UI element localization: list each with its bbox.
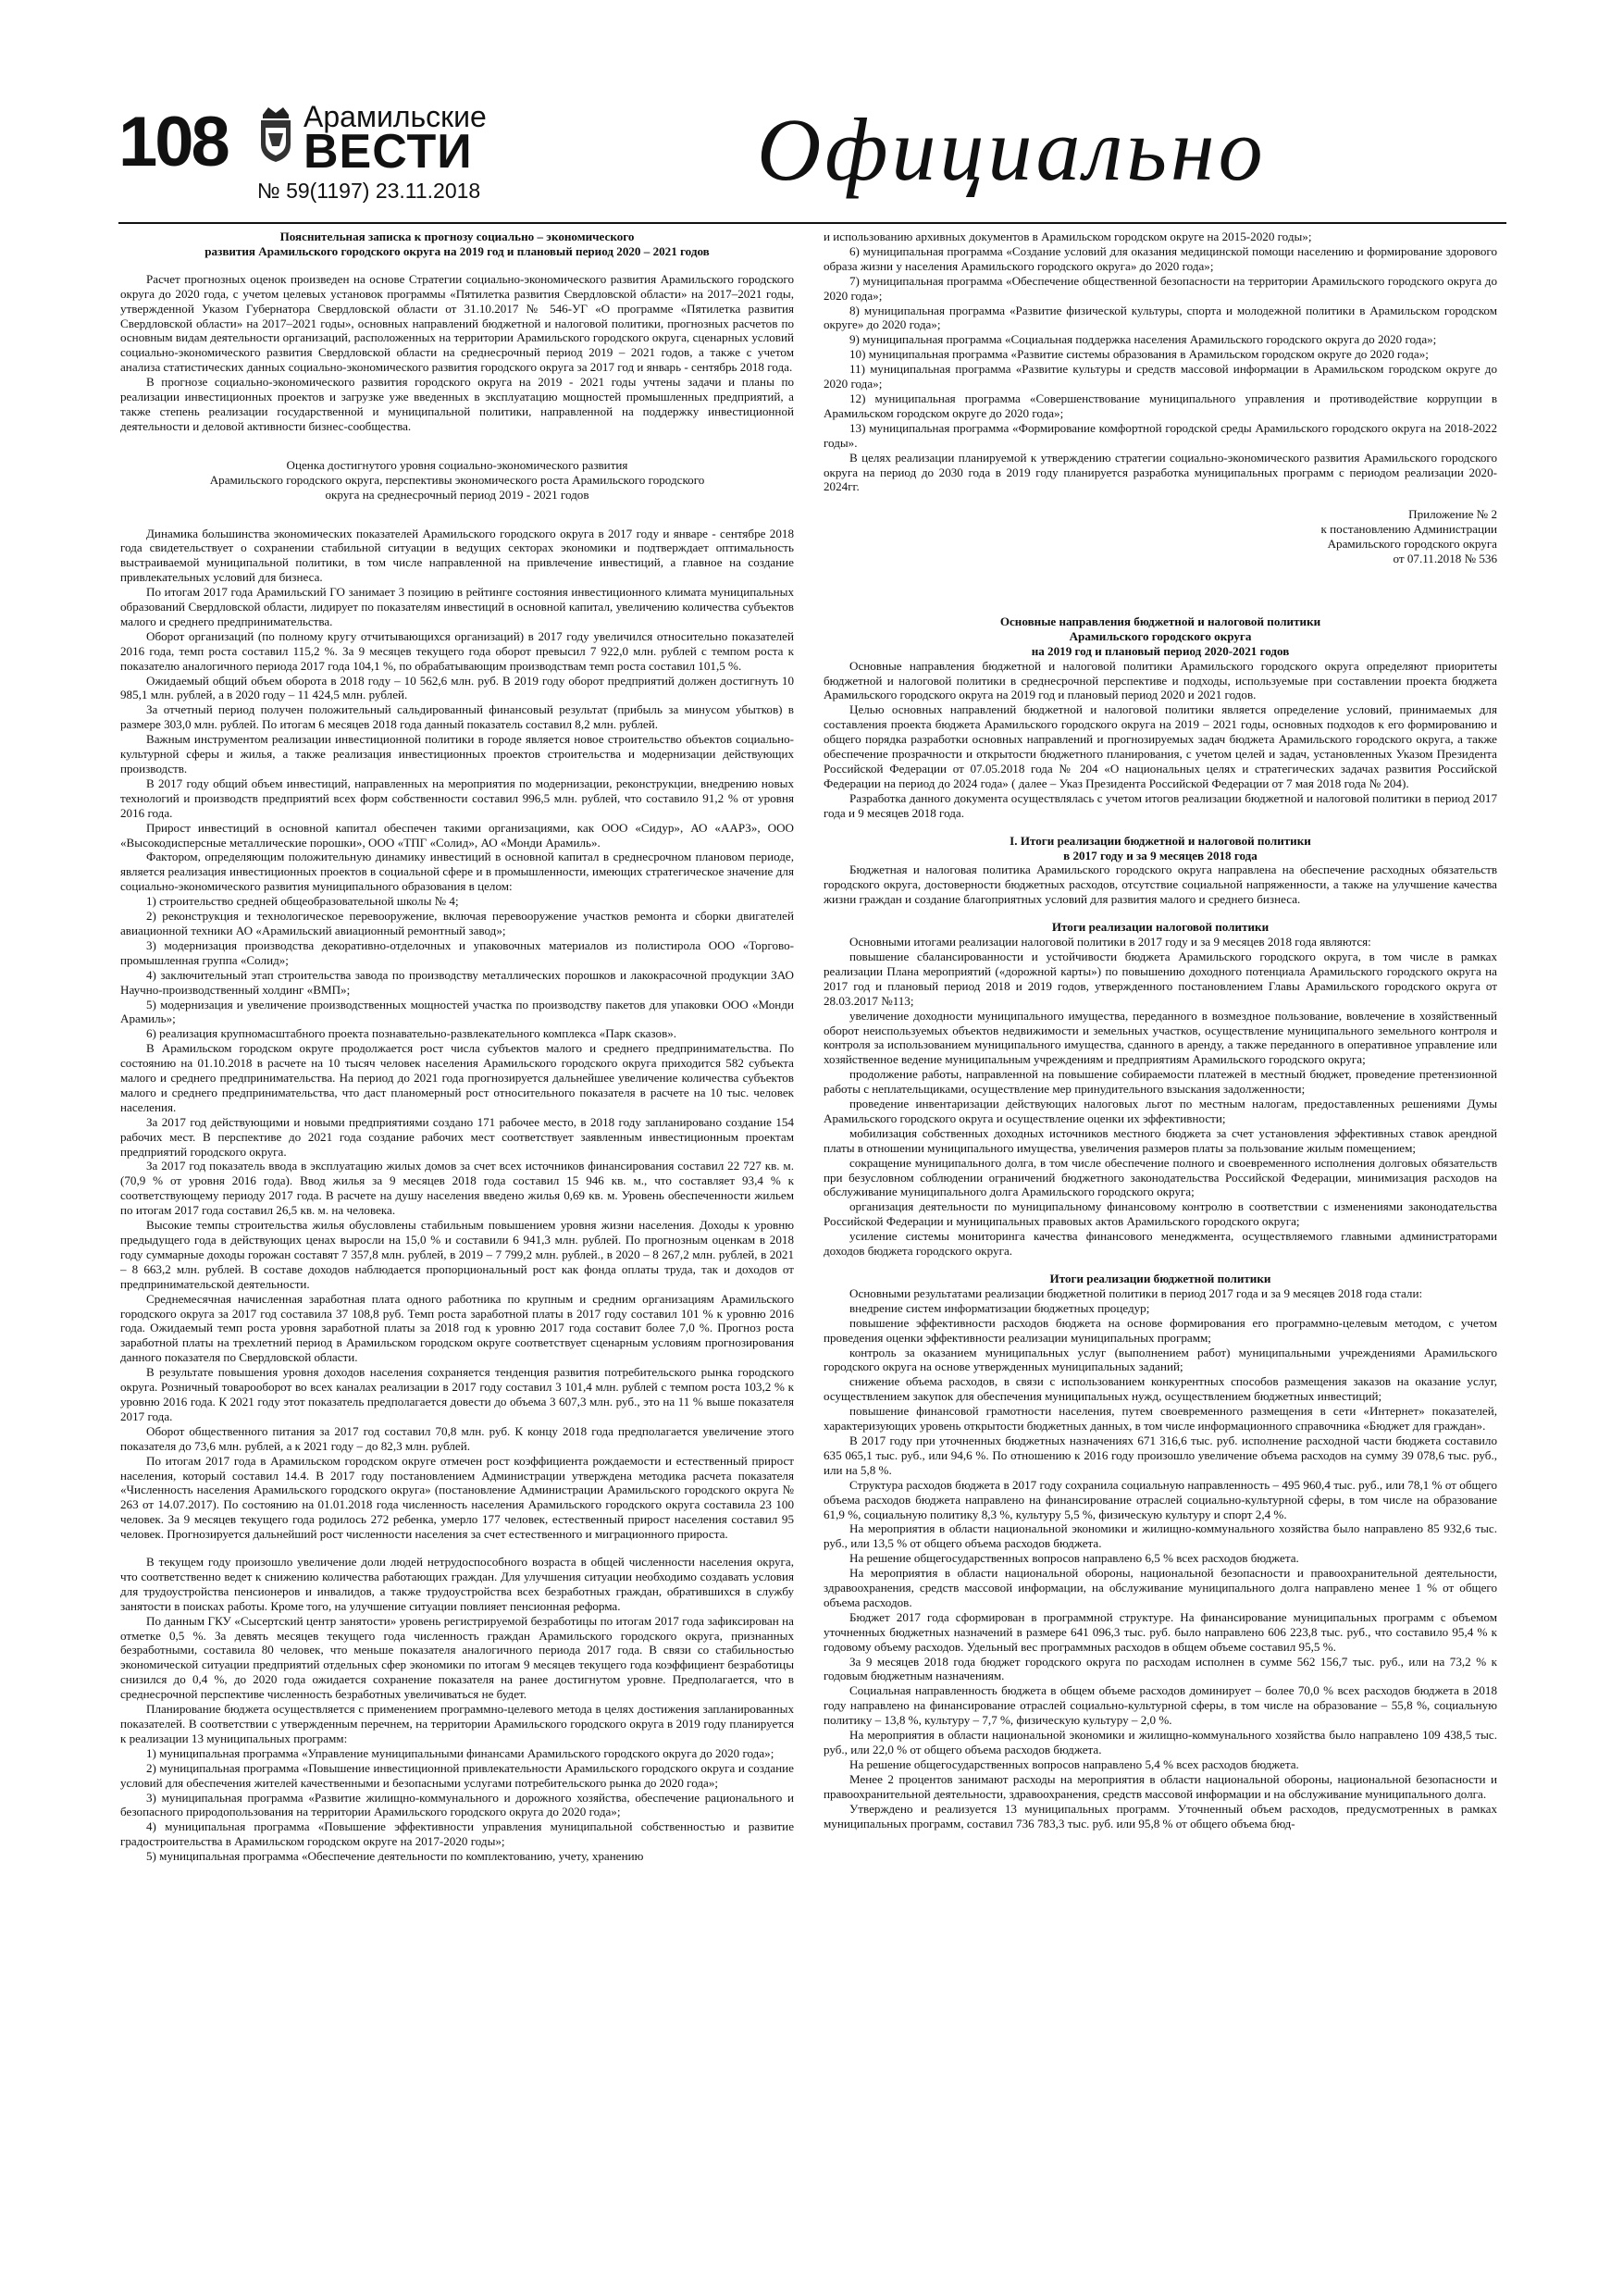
left-column: [120, 230, 794, 1864]
paragraph: Основные направления бюджетной и налоговой политики Арамильского городского округа определяют приоритеты бюджетной и налоговой политики в среднесрочной перспективе и подходы, используемые при составлении проекта бюджета Арамильского городского округа на 2019 год и плановый период 2020 и 2021 годов.: [824, 658, 1497, 702]
heading: Итоги реализации бюджетной политики: [1049, 1272, 1271, 1285]
program-item: 3) муниципальная программа «Развитие жилищно-коммунального и дорожного хозяйства, обеспечение рационального и безопасного природопользования на территории Арамильского городского округа до 2020 года»;: [120, 1790, 794, 1819]
paragraph: сокращение муниципального долга, в том числе обеспечение полного и своевременного исполнения долговых обязательств при безусловном соблюдении ограничений бюджетного законодательства Российской Федерации, минимизация расходов на обслуживание муниципального долга Арамильского городского округа;: [824, 1155, 1497, 1199]
paragraph: Динамика большинства экономических показателей Арамильского городского округа в 2017 году и январе - сентябре 2018 года свидетельствует о сохранении стабильной ситуации в ведущих секторах экономики и подтверждает оптимальность выстраиваемой муниципальной политики, в том числе направленной на привлечение инвестиций, а главное на создание привлекательных условий для бизнеса.: [120, 526, 794, 585]
program-item: 4) муниципальная программа «Повышение эффективности управления муниципальной собственностью и развитие градостроительства в Арамильском городском округе на 2017-2020 годы»;: [120, 1819, 794, 1849]
paragraph: повышение финансовой грамотности населения, путем своевременного размещения в сети «Интернет» показателей, характеризующих уровень открытости бюджетных данных, в том числе информационного справочника «Бюджет для граждан».: [824, 1404, 1497, 1433]
subheading: Оценка достигнутого уровня социально-экономического развития: [286, 457, 628, 472]
paragraph: В 2017 году при уточненных бюджетных назначениях 671 316,6 тыс. руб. исполнение расходной части бюджета составило 635 065,1 тыс. руб., или 94,6 %. По отношению к 2016 году произошло увеличение объема расходов на сумму 39 078,6 тыс. руб., или на 5,8 %.: [824, 1433, 1497, 1477]
heading: в 2017 году и за 9 месяцев 2018 года: [1063, 848, 1258, 863]
paragraph: проведение инвентаризации действующих налоговых льгот по местным налогам, предоставленных решениями Думы Арамильского городского округа и осуществление оценки их эффективности;: [824, 1097, 1497, 1125]
paragraph: Менее 2 процентов занимают расходы на мероприятия в области национальной обороны, национальной безопасности и правоохранительной деятельности, здравоохранения, средств массовой информации и на обслуживание муниципального долга.: [824, 1771, 1497, 1801]
program-item: 6) муниципальная программа «Создание условий для оказания медицинской помощи населению и формирование здорового образа жизни у населения Арамильского городского округа» до 2020 года»;: [824, 243, 1497, 273]
paragraph: Структура расходов бюджета в 2017 году сохранила социальную направленность – 495 960,4 тыс. руб., или 78,1 % от общего объема расходов бюджета направлено на финансирование отраслей социально-культурной сферы, в том числе на образование 61,9 %, социальную политику 8,3 %, культуру 5,5 %, физическую культуру и спорт 2,4 %.: [824, 1477, 1497, 1521]
paragraph: За 2017 год действующими и новыми предприятиями создано 171 рабочее место, в 2018 году запланировано создание 154 рабочих мест. В перспективе до 2021 года создание рабочих мест соответствует заявленным инвестиционным проектам предприятий городского округа.: [120, 1114, 794, 1159]
page-number: 108: [118, 103, 228, 181]
paragraph: Планирование бюджета осуществляется с применением программно-целевого метода в целях достижения запланированных показателей. В соответствии с утвержденным перечнем, на территории Арамильского городского округа в 2019 году планируется к реализации 13 муниципальных программ:: [120, 1702, 794, 1745]
program-item: 12) муниципальная программа «Совершенствование муниципального управления и противодействие коррупции в Арамильском городском округе до 2020 года»;: [824, 391, 1497, 420]
paragraph: увеличение доходности муниципального имущества, переданного в возмездное пользование, вовлечение в хозяйственный оборот неиспользуемых объектов недвижимости и земельных участков, осуществление муниципального земельного контроля и контроля за использованием муниципального имущества, сданного в аренду, а также переданного в оперативное управление или хозяйственное ведение муниципальным учреждениям и предприятиям Арамильского городского округа;: [824, 1008, 1497, 1067]
paragraph: В текущем году произошло увеличение доли людей нетрудоспособного возраста в общей численности населения округа, что соответственно ведет к снижению количества работающих граждан. Для улучшения ситуации необходимо создавать условия для трудоустройства пенсионеров и инвалидов, а также трудоустройства всех безработных граждан, обратившихся в службу занятости в поисках работы. Кроме того, на улучшение ситуации повлияет пенсионная реформа.: [120, 1555, 794, 1613]
paragraph: Ожидаемый общий объем оборота в 2018 году – 10 562,6 млн. руб. В 2019 году оборот предприятий должен достигнуть 10 985,1 млн. рублей, а в 2020 году – 11 424,5 млн. рублей.: [120, 673, 794, 702]
paragraph: Социальная направленность бюджета в общем объеме расходов доминирует – более 70,0 % всех расходов бюджета в 2018 году направлено на финансирование отраслей социально-культурной сферы, в том числе на образование – 55,8 %, социальную политику – 13,8 %, культуру – 7,7 %, физическую культуру – 2,0 %.: [824, 1683, 1497, 1728]
subheading: округа на среднесрочный период 2019 - 2021 годов: [325, 487, 589, 502]
paragraph: На решение общегосударственных вопросов направлено 5,4 % всех расходов бюджета.: [849, 1756, 1299, 1771]
paragraph: За 9 месяцев 2018 года бюджет городского округа по расходам исполнен в сумме 562 156,7 тыс. руб., или на 73,2 % к годовым бюджетным назначениям.: [824, 1654, 1497, 1683]
program-item: 1) муниципальная программа «Управление муниципальными финансами Арамильского городского округа до 2020 года»;: [146, 1745, 774, 1760]
paragraph: В прогнозе социально-экономического развития городского округа на 2019 - 2021 годы учтены задачи и планы по реализации инвестиционных проектов и загрузке уже введенных в эксплуатацию мощностей промышленных предприятий, а также степень реализации государственной и муниципальной политики, направленной на поддержку инвестиционной деятельности и деловой активности бизнес-сообщества.: [120, 375, 794, 433]
paragraph: На мероприятия в области национальной экономики и жилищно-коммунального хозяйства было направлено 85 932,6 тыс. руб., или 13,5 % от общего объема расходов бюджета.: [824, 1521, 1497, 1551]
paragraph: мобилизация собственных доходных источников местного бюджета за счет установления эффективных ставок арендной платы в отношении муниципального имущества, увеличения размеров платы за пользование жилым помещением;: [824, 1125, 1497, 1155]
subheading: Арамильского городского округа, перспективы экономического роста Арамильского городского: [209, 472, 705, 487]
program-item: 8) муниципальная программа «Развитие физической культуры, спорта и молодежной политики в Арамильском городском округе» до 2020 года»;: [824, 303, 1497, 332]
list-item: 3) модернизация производства декоративно-отделочных и упаковочных материалов из полистирола ООО «Торгово-промышленная группа «Солид»;: [120, 937, 794, 967]
program-item: 7) муниципальная программа «Обеспечение общественной безопасности на территории Арамильского городского округа до 2020 года»;: [824, 273, 1497, 303]
paragraph: Оборот организаций (по полному кругу отчитывающихся организаций) в 2017 году увеличился относительно показателей 2016 года, темп роста составил 115,2 %. За 9 месяцев текущего года оборот превысил 7 922,0 млн. рублей с темпом роста к показателю аналогичного периода 2017 года 104,1 %, по обрабатывающим производствам темп роста составил 101,5 %.: [120, 628, 794, 673]
paragraph: Расчет прогнозных оценок произведен на основе Стратегии социально-экономического развития Арамильского городского округа до 2020 года, с учетом целевых установок программы «Пятилетка развития Свердловской области» на 2017–2021 годы, утвержденной Указом Губернатора Свердловской области от 31.10.2017 № 546-УГ «О программе «Пятилетка развития Свердловской области» на 2017–2021 годы», основных направлений бюджетной и налоговой политики, прогнозных расчетов по основным видам деятельности организаций, расположенных на территории Арамильского городского округа, сценарных условий социально-экономического развития Свердловской области на среднесрочный период 2019 – 2021 годов, а также с учетом анализа статистических данных социально-экономического развития городского округа за 2017 год и январь - сентябрь 2018 года.: [120, 271, 794, 375]
paragraph: повышение сбалансированности и устойчивости бюджета Арамильского городского округа, в том числе в рамках реализации Плана мероприятий («дорожной карты») по повышению доходного потенциала Арамильского городского округа на 2017 год и плановый период 2018 и 2019 годов, утвержденного постановлением Главы Арамильского городского округа от 28.03.2017 №113;: [824, 949, 1497, 1008]
list-item: 6) реализация крупномасштабного проекта познавательно-развлекательного комплекса «Парк сказов».: [146, 1026, 677, 1041]
paragraph: По итогам 2017 года в Арамильском городском округе отмечен рост коэффициента рождаемости и естественный прирост населения, который составил 14.4. В 2017 году постановлением Администрации утверждена методика расчета показателя «Численность населения Арамильского городского округа» (постановление Администрации Арамильского городского округа № 263 от 14.07.2017). По состоянию на 01.01.2018 года численность населения Арамильского городского округа составила 23 100 человек. За 9 месяцев текущего года родилось 272 ребенка, умерло 177 человек, естественный прирост населения составил 95 человек. Прогнозируется дальнейший рост численности населения за счет естественного и миграционного прироста.: [120, 1453, 794, 1542]
paragraph: снижение объема расходов, в связи с использованием конкурентных способов размещения заказов на оказание услуг, осуществлением закупок для обеспечения муниципальных нужд, осуществлением бюджетных инвестиций;: [824, 1374, 1497, 1404]
paragraph: По данным ГКУ «Сысертский центр занятости» уровень регистрируемой безработицы по итогам 2017 года зафиксирован на отметке 0,5 %. За девять месяцев текущего года численность граждан Арамильского городского округа, признанных безработными, составила 80 человек, что меньше показателя аналогичного периода 2017 года. В связи со стабильностью экономической ситуации предприятий отдельных сфер экономики по итогам 9 месяцев текущего года коэффициент безработицы снизился до 0,4 %, до 2020 года ожидается сохранение показателя на ранее достигнутом уровне. Предполагается, что в среднесрочной перспективе численность безработных увеличиваться не будет.: [120, 1613, 794, 1702]
paragraph: Целью основных направлений бюджетной и налоговой политики является определение условий, принимаемых для составления проекта бюджета Арамильского городского округа на 2019 – 2021 годы, основных подходов к его формированию и общего порядка разработки основных направлений и прогнозируемых задач бюджета Арамильского городского округа, а также обеспечение прозрачности и открытости бюджетного планирования, с учетом целей и задач, установленных Указом Президента Российской Федерации от 07.05.2018 года № 204 «О национальных целях и стратегических задачах развития Российской Федерации на период до 2024 года» ( далее – Указ Президента Российской Федерации от 7 мая 2018 года № 204).: [824, 702, 1497, 790]
paragraph: Утверждено и реализуется 13 муниципальных программ. Уточненный объем расходов, предусмотренных в рамках муниципальных программ, составил 736 783,3 тыс. руб. или 95,8 % от общего объема бюд-: [824, 1801, 1497, 1831]
list-item: 1) строительство средней общеобразовательной школы № 4;: [146, 894, 459, 909]
paragraph: Оборот общественного питания за 2017 год составил 70,8 млн. руб. К концу 2018 года предполагается увеличение этого показателя до 73,6 млн. рублей, а к 2021 году – до 82,3 млн. рублей.: [120, 1423, 794, 1453]
paragraph: повышение эффективности расходов бюджета на основе формирования его программно-целевым методом, с учетом проведения оценки эффективности реализации муниципальных программ;: [824, 1315, 1497, 1345]
heading: развития Арамильского городского округа на 2019 год и плановый период 2020 – 2021 годов: [204, 243, 710, 258]
appendix-note: к постановлению Администрации: [1320, 522, 1497, 537]
newspaper-title-top: Арамильские: [304, 100, 487, 133]
paragraph: Среднемесячная начисленная заработная плата одного работника по крупным и средним организациям Арамильского городского округа за 2017 год составила 37 108,8 руб. Темп роста заработной платы в 2017 году составил 101 % к уровню 2016 года. Ожидаемый темп роста уровня заработной платы за 2018 год к уровню 2017 года составит более 7,0 %. Прогноз роста заработной платы на трехлетний период в Арамильском городском округе соответствует сценарным условиям прогнозирования данного показателя по Свердловской области.: [120, 1291, 794, 1365]
list-item: 5) модернизация и увеличение производственных мощностей участка по производству пакетов для упаковки ООО «Монди Арамиль»;: [120, 997, 794, 1026]
heading: I. Итоги реализации бюджетной и налоговой политики: [1010, 833, 1311, 848]
newspaper-title-main: ВЕСТИ: [304, 125, 473, 179]
paragraph: За 2017 год показатель ввода в эксплуатацию жилых домов за счет всех источников финансирования составил 22 727 кв. м. (70,9 % от уровня 2016 года). Ввод жилья за 9 месяцев 2018 года составил 15 946 кв. м., что составляет 93,4 % к соответствующему периоду 2017 года. В расчете на душу населения введено жилья 0,69 кв. м. Уровень обеспеченности жильем по итогам 2017 года составил 26,5 кв. м. на человека.: [120, 1159, 794, 1218]
program-item: 10) муниципальная программа «Развитие системы образования в Арамильском городском округе до 2020 года»;: [849, 347, 1429, 362]
masthead: [118, 93, 1506, 213]
right-column: [824, 230, 1497, 1831]
header-rule: [118, 222, 1506, 224]
heading: Итоги реализации налоговой политики: [1051, 920, 1270, 935]
paragraph: контроль за оказанием муниципальных услуг (выполнением работ) муниципальными учреждениями Арамильского городского округа на основе утвержденных муниципальных заданий;: [824, 1345, 1497, 1374]
paragraph: организация деятельности по муниципальному финансовому контролю в соответствии с изменениями законодательства Российской Федерации и муниципальных правовых актов Арамильского городского округа;: [824, 1199, 1497, 1229]
paragraph: По итогам 2017 года Арамильский ГО занимает 3 позицию в рейтинге состояния инвестиционного климата муниципальных образований Свердловской области, лидирует по показателям инвестиций в основной капитал, увеличению количества субъектов малого и среднего предпринимательства.: [120, 585, 794, 628]
list-item: 4) заключительный этап строительства завода по производству металлических порошков и лакокрасочной продукции ЗАО Научно-производственный холдинг «ВМП»;: [120, 967, 794, 997]
paragraph: На мероприятия в области национальной обороны, национальной безопасности и правоохранительной деятельности, здравоохранения, средств массовой информации, на обслуживание муниципального долга направлено менее 1 % от общего объема расходов.: [824, 1566, 1497, 1609]
program-item: 11) муниципальная программа «Развитие культуры и средств массовой информации в Арамильском городском округе до 2020 года»;: [824, 362, 1497, 391]
paragraph: В Арамильском городском округе продолжается рост числа субъектов малого и среднего предпринимательства. По состоянию на 01.10.2018 в расчете на 10 тысяч человек населения Арамильского городского округа приходится 582 субъекта малого и среднего предпринимательства. На период до 2021 года прогнозируется дальнейшее увеличение количества субъектов малого и среднего предпринимательства, что даст планомерный рост относительного показателя в расчете на 10 тыс. человек населения.: [120, 1041, 794, 1114]
paragraph: В 2017 году общий объем инвестиций, направленных на мероприятия по модернизации, реконструкции, внедрению новых технологий и производств предприятий всех форм собственности составил 996,5 млн. рублей, что составило 91,2 % от уровня 2016 года.: [120, 776, 794, 820]
paragraph: усиление системы мониторинга качества финансового менеджмента, осуществляемого главными администраторами доходов бюджета городского округа.: [824, 1229, 1497, 1259]
heading: на 2019 год и плановый период 2020-2021 годов: [1031, 643, 1290, 658]
paragraph: На мероприятия в области национальной экономики и жилищно-коммунального хозяйства было направлено 109 438,5 тыс. руб., или 22,0 % от общего объема расходов бюджета.: [824, 1728, 1497, 1756]
paragraph: Фактором, определяющим положительную динамику инвестиций в основной капитал в среднесрочном плановом периоде, является реализация инвестиционных проектов в социальной сфере и в промышленности, имеющих стратегическое значение для социально-экономического развития муниципального образования в целом:: [120, 850, 794, 894]
paragraph: В целях реализации планируемой к утверждению стратегии социально-экономического развития Арамильского городского округа на период до 2030 года в 2019 году планируется разработка муниципальных программ с периодом реализации 2020-2024гг.: [824, 450, 1497, 494]
program-item: 9) муниципальная программа «Социальная поддержка населения Арамильского городского округа до 2020 года»;: [849, 332, 1437, 347]
paragraph: Разработка данного документа осуществлялась с учетом итогов реализации бюджетной и налоговой политики в период 2017 года и 9 месяцев 2018 года.: [824, 790, 1497, 820]
paragraph: Важным инструментом реализации инвестиционной политики в городе является новое строительство объектов социально-культурной сферы и жилья, а также реализация инвестиционных проектов строительства и модернизации действующих производств.: [120, 732, 794, 776]
section-title: Официально: [757, 100, 1267, 199]
paragraph: На решение общегосударственных вопросов направлено 6,5 % всех расходов бюджета.: [849, 1551, 1299, 1566]
program-item: 5) муниципальная программа «Обеспечение деятельности по комплектованию, учету, хранению: [146, 1849, 644, 1864]
paragraph: внедрение систем информатизации бюджетных процедур;: [849, 1300, 1150, 1315]
list-item: 2) реконструкция и технологическое перевооружение, включая перевооружение участков ремонта и сборки двигателей авиационной техники АО «Арамильский авиационный ремонтный завод»;: [120, 909, 794, 937]
heading: Основные направления бюджетной и налоговой политики: [999, 614, 1321, 628]
paragraph: Основными результатами реализации бюджетной политики в период 2017 года и за 9 месяцев 2018 года стали:: [849, 1285, 1423, 1300]
paragraph: Бюджетная и налоговая политика Арамильского городского округа направлена на обеспечение расходных обязательств городского округа, достоверности бюджетных расходов, отсутствие социальной напряженности, а также на улучшение качества жизни граждан и создание благоприятных условий для развития малого и среднего бизнеса.: [824, 863, 1497, 907]
paragraph: продолжение работы, направленной на повышение собираемости платежей в местный бюджет, проведение претензионной работы с неплательщиками, осуществление мер принудительного взыскания задолженности;: [824, 1067, 1497, 1097]
city-crest-icon: [257, 105, 294, 163]
heading: Пояснительная записка к прогнозу социально – экономического: [279, 230, 635, 243]
heading: Арамильского городского округа: [1069, 628, 1252, 643]
program-item: 13) муниципальная программа «Формирование комфортной городской среды Арамильского городского округа на 2018-2022 годы».: [824, 420, 1497, 450]
paragraph: Основными итогами реализации налоговой политики в 2017 году и за 9 месяцев 2018 года являются:: [849, 935, 1371, 949]
paragraph: В результате повышения уровня доходов населения сохраняется тенденция развития потребительского рынка городского округа. Розничный товарооборот во всех каналах реализации в 2017 году составил 3 101,4 млн. рублей с темпом роста 103,2 % к уровню 2016 года. К 2021 году этот показатель предполагается довести до объема 3 607,3 млн. руб., это на 11 % выше показателя 2017 года.: [120, 1365, 794, 1423]
appendix-note: от 07.11.2018 № 536: [1393, 552, 1497, 566]
paragraph: Прирост инвестиций в основной капитал обеспечен такими организациями, как ООО «Сидур», АО «ААРЗ», ООО «Высокодисперсные металлические порошки», ООО «ТПГ «Солид», АО «Монди Арамиль».: [120, 820, 794, 850]
paragraph: Высокие темпы строительства жилья обусловлены стабильным повышением уровня жизни населения. Доходы к уровню предыдущего года в действующих ценах выросли на 15,0 % и составили 6 941,3 млн. рублей. По прогнозным оценкам в 2018 году суммарные доходы горожан составят 7 357,8 млн. рублей, в 2019 – 7 799,2 млн. рублей., в 2020 – 8 267,2 млн. рублей, в 2021 – 8 663,2 млн. рублей. В составе доходов наблюдается пропорциональный рост как фонда оплаты труда, так и доходов от предпринимательской деятельности.: [120, 1218, 794, 1291]
program-item: 2) муниципальная программа «Повышение инвестиционной привлекательности Арамильского городского округа и создание условий для обеспечения жителей качественными и безопасными услугами потребительского рынка до 2020 года»;: [120, 1760, 794, 1790]
program-item: и использованию архивных документов в Арамильском городском округе на 2015-2020 годы»;: [824, 230, 1312, 243]
paragraph: Бюджет 2017 года сформирован в программной структуре. На финансирование муниципальных программ с объемом уточненных бюджетных назначений в размере 641 096,3 тыс. руб. было направлено 606 223,8 тыс. руб., что составило 95,4 % к годовому объему расходов. Удельный вес программных расходов в общем объеме составил 95,5 %.: [824, 1609, 1497, 1654]
paragraph: За отчетный период получен положительный сальдированный финансовый результат (прибыль за минусом убытков) в размере 303,0 млн. рублей. По итогам 6 месяцев 2018 года данный показатель составил 8,2 млн. рублей.: [120, 702, 794, 732]
appendix-note: Арамильского городского округа: [1327, 537, 1497, 552]
issue-number-date: № 59(1197) 23.11.2018: [257, 179, 481, 203]
appendix-note: Приложение № 2: [1408, 507, 1497, 522]
